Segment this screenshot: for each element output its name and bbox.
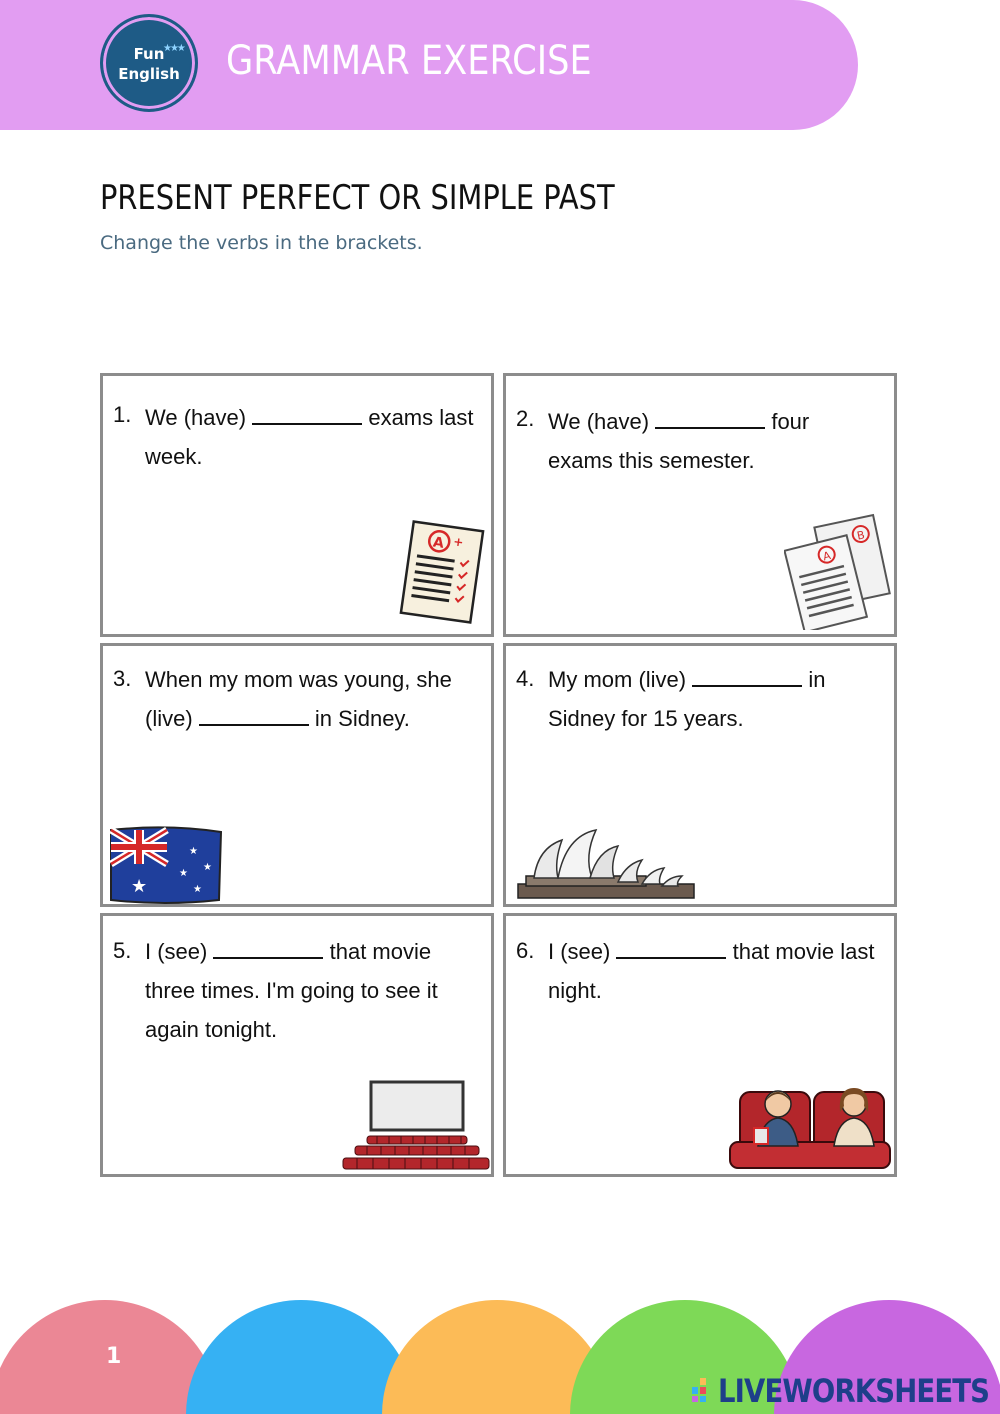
item-number: 4. <box>516 666 535 691</box>
logo-line2: English <box>118 65 180 83</box>
item-number: 1. <box>113 402 132 427</box>
exercise-title: PRESENT PERFECT OR SIMPLE PAST <box>100 178 615 218</box>
exercise-item-2 <box>503 373 897 637</box>
footer-circle <box>186 1300 416 1414</box>
svg-text:A: A <box>821 548 833 564</box>
answer-blank[interactable] <box>213 939 323 959</box>
item-text-before: When my mom was young, she (live) <box>145 667 452 731</box>
exercise-instruction: Change the verbs in the brackets. <box>100 232 423 254</box>
logo-stars-icon: ★★★ <box>163 43 184 54</box>
fun-english-logo <box>100 14 198 112</box>
item-text-after: four exams this semester. <box>548 409 810 473</box>
svg-text:A: A <box>431 534 445 552</box>
item-text-before: My mom (live) <box>548 667 687 692</box>
item-text-after: in Sidney. <box>314 706 410 731</box>
answer-blank[interactable] <box>252 405 362 425</box>
exercise-grid <box>100 373 900 1180</box>
item-sentence <box>145 660 475 738</box>
svg-text:+: + <box>452 534 465 550</box>
exercise-item-5 <box>100 913 494 1177</box>
item-text-before: I (see) <box>145 939 208 964</box>
liveworksheets-logo-icon <box>692 1378 714 1402</box>
sydney-opera-house-icon <box>514 826 698 906</box>
item-text-after: exams last week. <box>145 405 474 469</box>
item-text-before: We (have) <box>145 405 247 430</box>
item-number: 2. <box>516 406 535 431</box>
item-number: 3. <box>113 666 132 691</box>
item-number: 6. <box>516 938 535 963</box>
svg-text:B: B <box>855 528 866 543</box>
australian-flag-icon <box>107 824 225 906</box>
item-sentence <box>548 660 878 738</box>
cinema-seats-icon <box>337 1078 493 1176</box>
page-number: 1 <box>106 1344 122 1369</box>
item-text-before: We (have) <box>548 409 650 434</box>
item-sentence <box>145 398 475 476</box>
exercise-item-6 <box>503 913 897 1177</box>
exercise-item-1 <box>100 373 494 637</box>
graded-test-icon <box>397 520 487 624</box>
answer-blank[interactable] <box>692 667 802 687</box>
logo-line1: Fun <box>133 45 165 63</box>
moviegoers-icon <box>726 1076 894 1176</box>
item-sentence <box>548 402 878 480</box>
exercise-item-3 <box>100 643 494 907</box>
svg-text:★: ★ <box>131 876 148 897</box>
item-text-after: that movie three times. I'm going to see it again tonight. <box>145 939 438 1042</box>
item-text-after: in Sidney for 15 years. <box>548 667 826 731</box>
answer-blank[interactable] <box>199 706 309 726</box>
svg-text:★: ★ <box>193 884 202 895</box>
svg-text:★: ★ <box>203 862 212 873</box>
answer-blank[interactable] <box>655 409 765 429</box>
svg-text:★: ★ <box>189 846 198 857</box>
liveworksheets-brand[interactable]: LIVEWORKSHEETS <box>718 1372 990 1410</box>
item-number: 5. <box>113 938 132 963</box>
exercise-item-4 <box>503 643 897 907</box>
banner-title: GRAMMAR EXERCISE <box>226 38 592 84</box>
item-sentence <box>548 932 878 1010</box>
svg-text:★: ★ <box>179 868 188 879</box>
graded-papers-icon <box>784 510 892 630</box>
item-text-before: I (see) <box>548 939 611 964</box>
item-sentence <box>145 932 475 1049</box>
answer-blank[interactable] <box>616 939 726 959</box>
item-text-after: that movie last night. <box>548 939 875 1003</box>
